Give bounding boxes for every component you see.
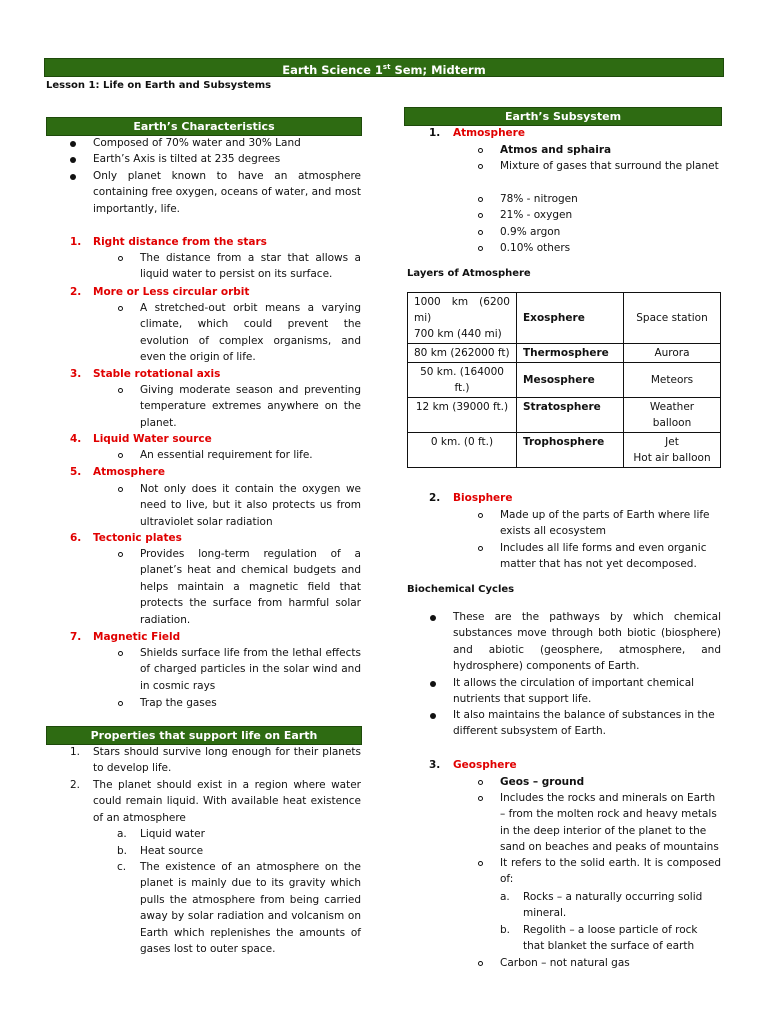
bullet-icon — [430, 615, 436, 621]
prop-sub-b: Heat source — [140, 845, 204, 857]
prop-sub-c: The existence of an atmosphere on the planet is mainly due to its gravity which pulls the atmosphere from being carried away by solar radiation and volcanism on Earth which replenishes the amounts of gases lost to outer space. — [140, 861, 361, 956]
circle-bullet-icon — [118, 388, 123, 393]
circle-bullet-icon — [118, 552, 123, 557]
item-sub-7a: Shields surface life from the lethal effects of charged particles in the solar wind and in cosmic rays — [140, 647, 361, 692]
title-sup: st — [382, 63, 391, 71]
circle-bullet-icon — [118, 306, 123, 311]
geo-sub-2: Includes the rocks and minerals on Earth – from the molten rock and heavy metals in the deep interior of the planet to the sand on beaches and peaks of mountains — [500, 792, 719, 854]
atm-sub-5: 0.9% argon — [500, 226, 561, 238]
table-cell: Meteors — [650, 374, 694, 386]
bullet-icon — [70, 141, 76, 147]
circle-bullet-icon — [118, 651, 123, 656]
bio-sub-2: Includes all life forms and even organic matter that has not yet decomposed. — [500, 542, 707, 571]
item-title-2: More or Less circular orbit — [93, 286, 250, 298]
prop-sub-a: Liquid water — [140, 828, 205, 840]
table-row — [408, 398, 721, 433]
bullet-icon — [70, 174, 76, 180]
bio-num: 2. — [429, 492, 441, 504]
atm-sub-3: 78% - nitrogen — [500, 193, 578, 205]
prop-text-2: The planet should exist in a region where water could remain liquid. With available heat existence of an atmosphere — [93, 779, 361, 824]
table-cell: 80 km (262000 ft) — [414, 347, 510, 359]
item-sub-2: A stretched-out orbit means a varying climate, which could prevent the evolution of complex organisms, and even the origin of life. — [140, 302, 361, 364]
item-sub-1: The distance from a star that allows a liquid water to persist on its surface. — [140, 252, 361, 281]
title-text: Earth Science 1 — [282, 62, 383, 77]
circle-bullet-icon — [118, 256, 123, 261]
circle-bullet-icon — [478, 961, 483, 966]
item-title-7: Magnetic Field — [93, 631, 181, 643]
geo-sub2-num-b: b. — [500, 924, 511, 936]
table-cell: 700 km (440 mi) — [414, 328, 502, 340]
prop-sub-num-b: b. — [117, 845, 128, 857]
atm-num: 1. — [429, 127, 441, 139]
table-cell: Stratosphere — [523, 401, 601, 413]
circle-bullet-icon — [478, 230, 483, 235]
atm-title: Atmosphere — [453, 127, 525, 139]
circle-bullet-icon — [478, 513, 483, 518]
geo-sub-1: Geos – ground — [500, 776, 585, 788]
table-cell: 50 km. (164000 ft.) — [420, 366, 504, 394]
lesson-title: Lesson 1: Life on Earth and Subsystems — [46, 80, 272, 91]
subsystem-banner — [404, 107, 722, 126]
characteristics-title: Earth’s Characteristics — [133, 120, 275, 133]
item-title-3: Stable rotational axis — [93, 368, 221, 380]
prop-sub-num-c: c. — [117, 861, 127, 873]
table-row — [408, 363, 721, 398]
bullet-icon — [430, 713, 436, 719]
atm-sub-6: 0.10% others — [500, 242, 571, 254]
title-banner — [44, 58, 724, 77]
item-num-2: 2. — [70, 286, 82, 298]
bio-title: Biosphere — [453, 492, 513, 504]
char-bullet-2: Earth’s Axis is tilted at 235 degrees — [93, 153, 281, 165]
atmosphere-layers-table — [407, 292, 721, 468]
table-cell: 1000 km (6200 mi) — [414, 296, 510, 324]
char-bullet-1: Composed of 70% water and 30% Land — [93, 137, 301, 149]
item-sub-4: An essential requirement for life. — [140, 449, 313, 461]
table-cell: Jet — [665, 436, 679, 448]
item-sub-3: Giving moderate season and preventing temperature extremes anywhere on the planet. — [140, 384, 361, 429]
atm-sub-1: Atmos and sphaira — [500, 144, 612, 156]
atm-sub-4: 21% - oxygen — [500, 209, 573, 221]
cycle-3: It also maintains the balance of substances in the different subsystem of Earth. — [453, 709, 715, 738]
cycle-2: It allows the circulation of important chemical nutrients that support life. — [453, 677, 695, 706]
item-num-4: 4. — [70, 433, 82, 445]
geo-sub-3: It refers to the solid earth. It is composed of: — [500, 857, 721, 886]
prop-sub-num-a: a. — [117, 828, 127, 840]
circle-bullet-icon — [478, 197, 483, 202]
item-title-6: Tectonic plates — [93, 532, 182, 544]
layers-title: Layers of Atmosphere — [407, 268, 531, 279]
item-num-5: 5. — [70, 466, 82, 478]
bullet-icon — [70, 157, 76, 163]
circle-bullet-icon — [118, 453, 123, 458]
geo-title: Geosphere — [453, 759, 517, 771]
circle-bullet-icon — [478, 148, 483, 153]
item-title-1: Right distance from the stars — [93, 236, 267, 248]
geo-last: Carbon – not natural gas — [500, 957, 630, 969]
circle-bullet-icon — [478, 546, 483, 551]
prop-num-2: 2. — [70, 779, 81, 791]
item-title-5: Atmosphere — [93, 466, 165, 478]
circle-bullet-icon — [478, 861, 483, 866]
item-num-1: 1. — [70, 236, 82, 248]
item-num-7: 7. — [70, 631, 82, 643]
table-row — [408, 293, 721, 344]
cycles-title: Biochemical Cycles — [407, 584, 515, 595]
table-cell: Thermosphere — [523, 347, 609, 359]
properties-banner — [46, 726, 362, 745]
item-sub-5: Not only does it contain the oxygen we need to live, but it also protects us from ultraviolet solar radiation — [140, 483, 361, 528]
circle-bullet-icon — [478, 213, 483, 218]
table-cell: Mesosphere — [523, 374, 595, 386]
prop-num-1: 1. — [70, 746, 81, 758]
item-num-3: 3. — [70, 368, 82, 380]
circle-bullet-icon — [478, 796, 483, 801]
item-title-4: Liquid Water source — [93, 433, 212, 445]
geo-sub2-a: Rocks – a naturally occurring solid mineral. — [523, 891, 703, 920]
bio-sub-1: Made up of the parts of Earth where life exists all ecosystem — [500, 509, 710, 538]
table-cell: Exosphere — [523, 312, 585, 324]
item-sub-7b: Trap the gases — [140, 697, 217, 709]
circle-bullet-icon — [478, 780, 483, 785]
table-cell: Space station — [636, 312, 708, 324]
bullet-icon — [430, 681, 436, 687]
title-rest: Sem; Midterm — [390, 62, 486, 77]
circle-bullet-icon — [118, 487, 123, 492]
table-cell: Hot air balloon — [633, 452, 711, 464]
item-sub-6: Provides long-term regulation of a planet’s heat and chemical budgets and helps maintain a magnetic field that protects the surface from harmful solar radiation. — [140, 548, 361, 626]
properties-title: Properties that support life on Earth — [90, 729, 318, 742]
table-cell: 12 km (39000 ft.) — [415, 401, 509, 413]
circle-bullet-icon — [118, 701, 123, 706]
atm-sub-2: Mixture of gases that surround the planet — [500, 160, 719, 172]
geo-num: 3. — [429, 759, 441, 771]
table-cell: Aurora — [654, 347, 690, 359]
table-cell: 0 km. (0 ft.) — [430, 436, 494, 448]
table-row — [408, 433, 721, 468]
table-row — [408, 344, 721, 363]
char-bullet-3: Only planet known to have an atmosphere containing free oxygen, oceans of water, and most importantly, life. — [93, 170, 361, 215]
table-cell: Weather balloon — [649, 401, 695, 429]
subsystem-title: Earth’s Subsystem — [504, 110, 622, 123]
circle-bullet-icon — [478, 164, 483, 169]
circle-bullet-icon — [478, 246, 483, 251]
geo-sub2-b: Regolith – a loose particle of rock that blanket the surface of earth — [523, 924, 698, 953]
cycle-1: These are the pathways by which chemical substances move through both biotic (biosphere) and abiotic (geosphere, atmosphere, and hydrosphere) components of Earth. — [453, 611, 721, 673]
characteristics-banner — [46, 117, 362, 136]
prop-text-1: Stars should survive long enough for their planets to develop life. — [93, 746, 361, 775]
geo-sub2-num-a: a. — [500, 891, 510, 903]
table-cell: Trophosphere — [523, 436, 605, 448]
item-num-6: 6. — [70, 532, 82, 544]
